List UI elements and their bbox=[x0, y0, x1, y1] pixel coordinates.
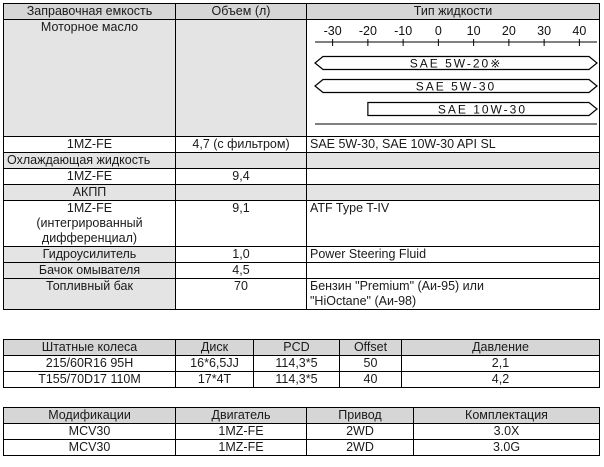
table-row bbox=[4, 372, 600, 388]
tick-label: 0 bbox=[434, 24, 442, 38]
tick-label: 30 bbox=[537, 24, 552, 38]
header-volume: Объем (л) bbox=[176, 4, 307, 20]
fuel-type-line-1: Бензин "Premium" (Аи-95) или bbox=[310, 279, 484, 293]
akpp-header-row bbox=[4, 185, 600, 201]
wheel-pressure: 4,2 bbox=[402, 372, 600, 388]
akpp-volume-empty bbox=[176, 185, 307, 201]
coolant-type-empty bbox=[307, 153, 600, 169]
wheels-header-disc: Диск bbox=[176, 340, 254, 356]
engine-oil-type: SAE 5W-30, SAE 10W-30 API SL bbox=[307, 137, 600, 153]
coolant-engine-model: 1MZ-FE bbox=[4, 169, 176, 185]
mods-header-trim: Комплектация bbox=[414, 408, 600, 424]
wheels-table bbox=[3, 339, 600, 388]
motor-oil-row bbox=[4, 20, 600, 137]
wheel-disc: 17*4T bbox=[176, 372, 254, 388]
akpp-model-line-3: дифференциал) bbox=[41, 231, 138, 245]
power-steering-type: Power Steering Fluid bbox=[307, 247, 600, 263]
coolant-row bbox=[4, 169, 600, 185]
wheel-tire: T155/70D17 110M bbox=[4, 372, 176, 388]
coolant-header-row bbox=[4, 153, 600, 169]
fuel-volume: 70 bbox=[176, 279, 307, 310]
mod-engine: 1MZ-FE bbox=[176, 424, 307, 440]
wheel-disc: 16*6,5JJ bbox=[176, 356, 254, 372]
akpp-model-line-2: (интегрированный bbox=[36, 216, 143, 230]
coolant-type bbox=[307, 169, 600, 185]
washer-label: Бачок омывателя bbox=[4, 263, 176, 279]
table-row bbox=[4, 424, 600, 440]
fuel-label: Топливный бак bbox=[4, 279, 176, 310]
fluids-header-row bbox=[4, 4, 600, 20]
coolant-volume: 9,4 bbox=[176, 169, 307, 185]
viscosity-range-label: SAE 5W-30 bbox=[415, 79, 497, 94]
coolant-label: Охлаждающая жидкость bbox=[4, 153, 176, 169]
wheel-pcd: 114,3*5 bbox=[254, 372, 340, 388]
tick-label: -10 bbox=[394, 24, 413, 38]
wheel-offset: 50 bbox=[340, 356, 402, 372]
mod-trim: 3.0G bbox=[414, 440, 600, 456]
engine-oil-row bbox=[4, 137, 600, 153]
mod-code: MCV30 bbox=[4, 424, 176, 440]
wheel-pcd: 114,3*5 bbox=[254, 356, 340, 372]
tick-label: -30 bbox=[323, 24, 342, 38]
mods-header-drive: Привод bbox=[307, 408, 414, 424]
viscosity-chart bbox=[307, 20, 600, 132]
viscosity-chart-cell bbox=[307, 20, 600, 137]
washer-volume: 4,5 bbox=[176, 263, 307, 279]
wheel-pressure: 2,1 bbox=[402, 356, 600, 372]
power-steering-volume: 1,0 bbox=[176, 247, 307, 263]
wheels-header-pcd: PCD bbox=[254, 340, 340, 356]
fuel-type bbox=[307, 279, 600, 310]
table-row bbox=[4, 356, 600, 372]
tick-label: -20 bbox=[358, 24, 377, 38]
viscosity-range-label: SAE 5W-20※ bbox=[409, 56, 503, 71]
fuel-type-line-2: "HiOctane" (Аи-98) bbox=[310, 294, 417, 308]
mod-drive: 2WD bbox=[307, 424, 414, 440]
washer-row bbox=[4, 263, 600, 279]
washer-type bbox=[307, 263, 600, 279]
wheels-header-pressure: Давление bbox=[402, 340, 600, 356]
mods-header-engine: Двигатель bbox=[176, 408, 307, 424]
table-row bbox=[4, 440, 600, 456]
coolant-volume-empty bbox=[176, 153, 307, 169]
mods-header-row bbox=[4, 408, 600, 424]
akpp-model bbox=[4, 201, 176, 247]
mod-drive: 2WD bbox=[307, 440, 414, 456]
engine-oil-volume: 4,7 (с фильтром) bbox=[176, 137, 307, 153]
viscosity-range-label: SAE 10W-30 bbox=[437, 102, 528, 117]
header-capacity: Заправочная емкость bbox=[4, 4, 176, 20]
akpp-label: АКПП bbox=[4, 185, 176, 201]
wheels-header-row bbox=[4, 340, 600, 356]
wheel-tire: 215/60R16 95H bbox=[4, 356, 176, 372]
akpp-volume: 9,1 bbox=[176, 201, 307, 247]
akpp-type-empty bbox=[307, 185, 600, 201]
power-steering-label: Гидроусилитель bbox=[4, 247, 176, 263]
motor-oil-volume-empty bbox=[176, 20, 307, 137]
fuel-row bbox=[4, 279, 600, 310]
power-steering-row bbox=[4, 247, 600, 263]
header-fluid-type: Тип жидкости bbox=[307, 4, 600, 20]
tick-label: 20 bbox=[501, 24, 516, 38]
mod-trim: 3.0X bbox=[414, 424, 600, 440]
engine-model: 1MZ-FE bbox=[4, 137, 176, 153]
akpp-type: ATF Type T-IV bbox=[307, 201, 600, 247]
tick-label: 40 bbox=[572, 24, 587, 38]
tick-label: 10 bbox=[466, 24, 481, 38]
modifications-table bbox=[3, 407, 600, 456]
mods-header-modification: Модификации bbox=[4, 408, 176, 424]
mod-engine: 1MZ-FE bbox=[176, 440, 307, 456]
mod-code: MCV30 bbox=[4, 440, 176, 456]
akpp-row bbox=[4, 201, 600, 247]
wheels-header-offset: Offset bbox=[340, 340, 402, 356]
fluids-table bbox=[3, 3, 600, 310]
akpp-model-line-1: 1MZ-FE bbox=[66, 201, 113, 215]
motor-oil-label: Моторное масло bbox=[4, 20, 176, 137]
wheel-offset: 40 bbox=[340, 372, 402, 388]
wheels-header-tires: Штатные колеса bbox=[4, 340, 176, 356]
